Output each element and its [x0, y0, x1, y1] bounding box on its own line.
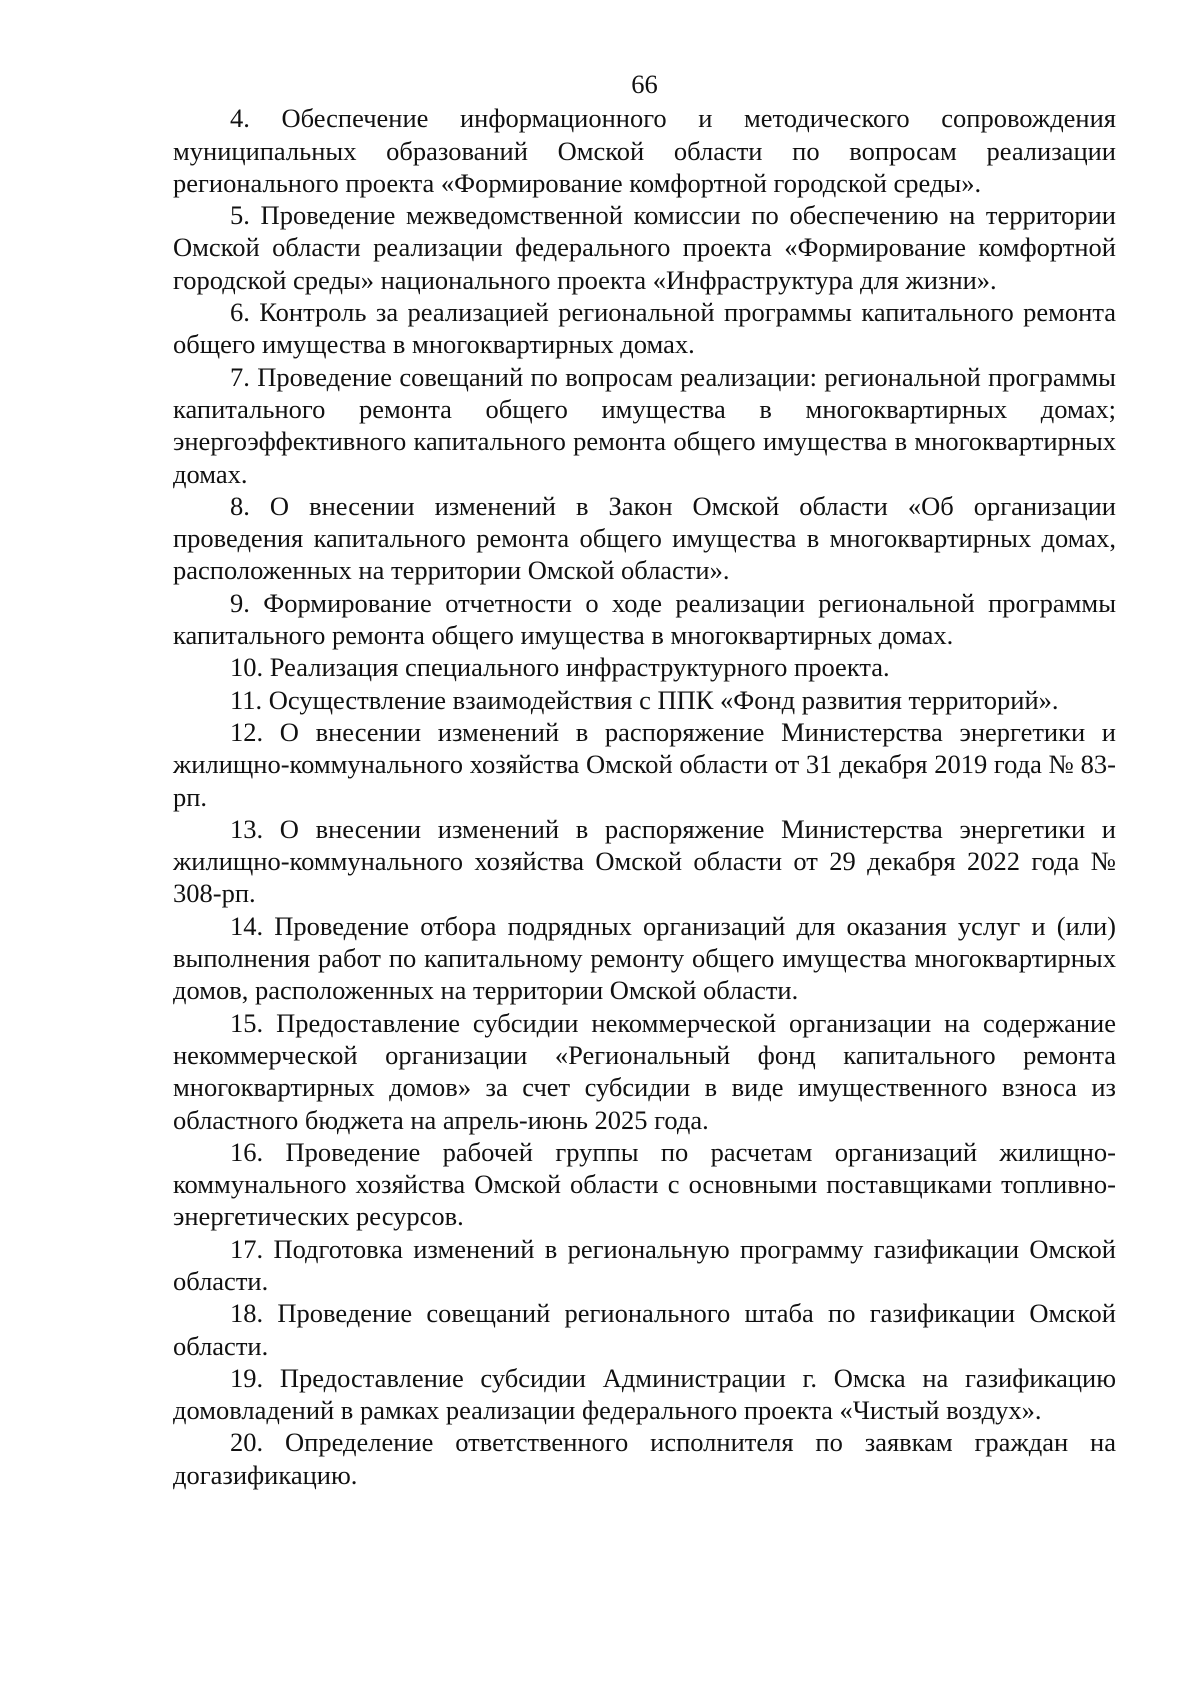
list-item-15: 15. Предоставление субсидии некоммерческой организации на содержание некоммерческой организации «Региональный фонд капитального ремонта многоквартирных домов» за счет субсидии в виде имущественного взноса из областного бюджета на апрель-июнь 2025 года.: [173, 1007, 1116, 1135]
list-item-20: 20. Определение ответственного исполнителя по заявкам граждан на догазификацию.: [173, 1427, 1116, 1490]
list-item-6: 6. Контроль за реализацией региональной программы капитального ремонта общего имущества в многоквартирных домах.: [173, 297, 1116, 360]
page-number: 66: [631, 69, 658, 99]
list-item-5: 5. Проведение межведомственной комиссии по обеспечению на территории Омской области реализации федерального проекта «Формирование комфортной городской среды» национального проекта «Инфраструктура для жизни».: [173, 200, 1116, 295]
list-item-9: 9. Формирование отчетности о ходе реализации региональной программы капитального ремонта общего имущества в многоквартирных домах.: [173, 587, 1116, 651]
list-item-8: 8. О внесении изменений в Закон Омской области «Об организации проведения капитального ремонта общего имущества в многоквартирных домах, расположенных на территории Омской области».: [173, 490, 1116, 586]
list-item-10: 10. Реализация специального инфраструктурного проекта.: [230, 652, 890, 683]
document-page: [173, 68, 1116, 1491]
list-item-16: 16. Проведение рабочей группы по расчетам организаций жилищно-коммунального хозяйства Омской области с основными поставщиками топливно-энергетических ресурсов.: [173, 1136, 1116, 1232]
list-item-14: 14. Проведение отбора подрядных организаций для оказания услуг и (или) выполнения работ по капитальному ремонту общего имущества многоквартирных домов, расположенных на территории Омской области.: [173, 910, 1116, 1006]
list-item-11: 11. Осуществление взаимодействия с ППК «Фонд развития территорий».: [230, 684, 1059, 715]
list-item-17: 17. Подготовка изменений в региональную программу газификации Омской области.: [173, 1233, 1116, 1296]
list-item-12: 12. О внесении изменений в распоряжение Министерства энергетики и жилищно-коммунального хозяйства Омской области от 31 декабря 2019 года № 83-рп.: [173, 716, 1116, 812]
list-item-13: 13. О внесении изменений в распоряжение Министерства энергетики и жилищно-коммунального хозяйства Омской области от 29 декабря 2022 года № 308-рп.: [173, 813, 1116, 909]
list-item-7: 7. Проведение совещаний по вопросам реализации: региональной программы капитального ремонта общего имущества в многоквартирных домах; энергоэффективного капитального ремонта общего имущества в многоквартирных домах.: [173, 361, 1116, 489]
list-item-4: 4. Обеспечение информационного и методического сопровождения муниципальных образований Омской области по вопросам реализации регионального проекта «Формирование комфортной городской среды».: [173, 103, 1116, 198]
list-item-18: 18. Проведение совещаний регионального штаба по газификации Омской области.: [173, 1298, 1116, 1361]
list-item-19: 19. Предоставление субсидии Администрации г. Омска на газификацию домовладений в рамках реализации федерального проекта «Чистый воздух».: [173, 1362, 1116, 1426]
